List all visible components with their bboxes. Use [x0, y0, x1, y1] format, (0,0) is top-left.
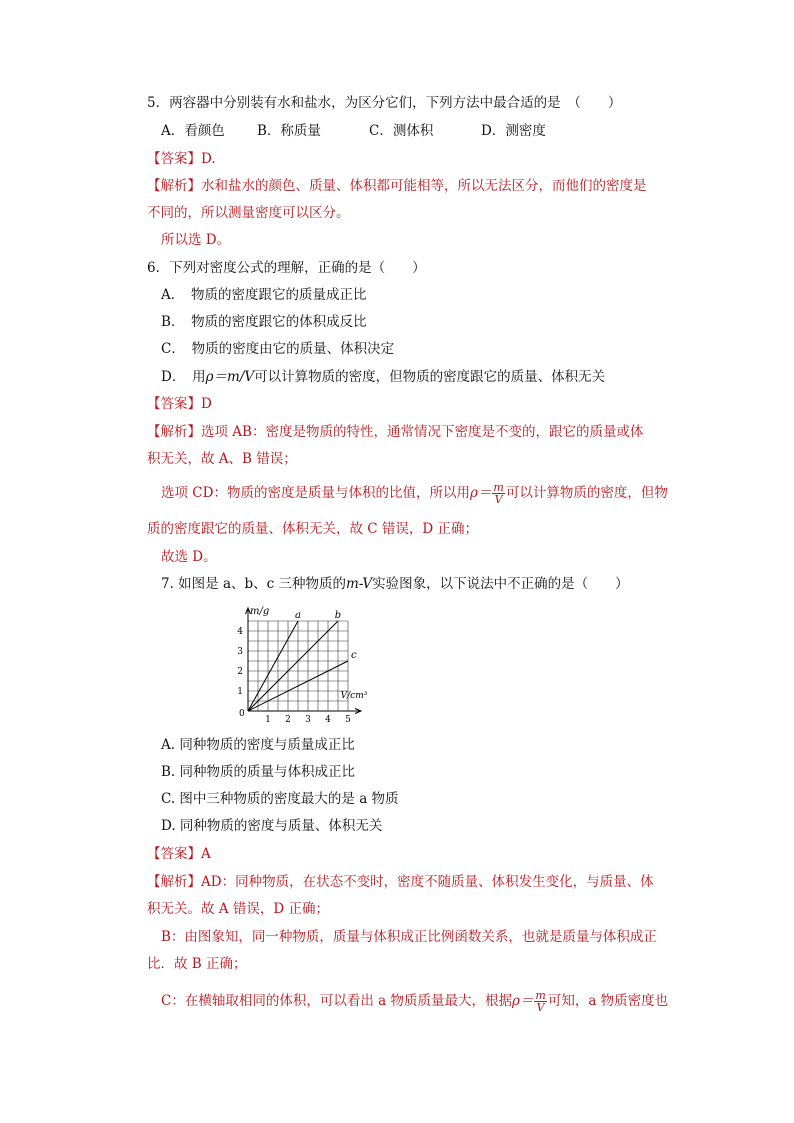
q6-stem: 6．下列对密度公式的理解，正确的是（ ） — [147, 260, 426, 276]
y-tick-label: 1 — [237, 687, 243, 697]
q7-stem-text: 实验图象，以下说法中不正确的是（ ） — [372, 576, 629, 592]
answer-tag: 【答案】 — [147, 846, 201, 862]
density-fraction — [492, 482, 504, 505]
y-tick-label: 2 — [237, 667, 243, 677]
x-tick-label: 2 — [285, 715, 291, 724]
fraction-denominator: V — [494, 493, 503, 506]
q5-conclusion: 所以选 D。 — [161, 232, 231, 248]
q6-option-d-prefix: D． 用 — [161, 369, 206, 385]
x-tick-label: 3 — [305, 715, 311, 724]
y-axis-label: m/g — [250, 606, 270, 617]
origin-label: 0 — [239, 709, 245, 719]
q7-analysis-ad-line2: 积无关。故 A 错误，D 正确； — [147, 901, 329, 917]
x-axis-label: V/cm³ — [340, 691, 368, 701]
analysis-text: 选项 CD：物质的密度是质量与体积的比值，所以用 — [161, 485, 470, 501]
q6-analysis-cd-line2: 质的密度跟它的质量、体积无关，故 C 错误，D 正确； — [147, 521, 479, 537]
rho-symbol: ρ＝ — [469, 485, 492, 501]
q7-answer — [147, 844, 211, 864]
q7-option-d: D. 同种物质的密度与质量、体积无关 — [161, 818, 383, 834]
q6-answer — [147, 394, 212, 414]
analysis-tag: 【解析】 — [147, 874, 201, 890]
answer-value: A — [201, 846, 211, 862]
analysis-tag: 【解析】 — [147, 178, 201, 194]
q6-option-d — [161, 367, 605, 387]
q7-analysis-b-line1: B：由图象知，同一种物质，质量与体积成正比例函数关系，也就是质量与体积成正 — [161, 929, 657, 945]
q7-stem — [161, 574, 629, 594]
q6-option-b: B． 物质的密度跟它的体积成反比 — [161, 314, 367, 330]
density-fraction — [534, 990, 546, 1013]
q5-stem: 5．两容器中分别装有水和盐水，为区分它们，下列方法中最合适的是 （ ） — [147, 95, 622, 111]
chart-tick-labels — [237, 627, 351, 724]
analysis-text: 水和盐水的颜色、质量、体积都可能相等，所以无法区分，而他们的密度是 — [201, 178, 647, 194]
q5-analysis-line1 — [147, 176, 647, 196]
q5-analysis-line2: 不同的，所以测量密度可以区分。 — [147, 205, 350, 221]
answer-value: D. — [201, 151, 216, 167]
q5-option-a: A．看颜色 — [161, 123, 225, 139]
x-tick-label: 4 — [325, 715, 331, 724]
q5-option-c: C．测体积 — [369, 123, 434, 139]
mv-label: m-V — [346, 576, 373, 592]
chart-grid — [248, 621, 348, 711]
q7-analysis-c-line1 — [161, 990, 668, 1013]
q6-analysis-line1 — [147, 422, 643, 442]
fraction-numerator: m — [535, 989, 546, 1002]
q6-option-d-text: 可以计算物质的密度，但物质的密度跟它的质量、体积无关 — [254, 369, 606, 385]
analysis-text: AD：同种物质，在状态不变时，密度不随质量、体积发生变化，与质量、体 — [201, 874, 654, 890]
q6-analysis-cd-line1 — [161, 482, 668, 505]
q6-option-a: A． 物质的密度跟它的质量成正比 — [161, 287, 367, 303]
q6-analysis-line2: 积无关，故 A、B 错误； — [147, 451, 297, 467]
series-label-b: b — [334, 610, 342, 621]
series-label-a: a — [295, 610, 301, 621]
q7-analysis-b-line2: 比．故 B 正确； — [147, 956, 247, 972]
answer-value: D — [201, 396, 212, 412]
y-tick-label: 3 — [237, 647, 243, 657]
analysis-tag: 【解析】 — [147, 424, 201, 440]
q7-option-b: B. 同种物质的质量与体积成正比 — [161, 764, 356, 780]
q5-options — [161, 121, 546, 141]
analysis-text: C：在横轴取相同的体积，可以看出 a 物质质量最大，根据 — [161, 993, 512, 1009]
series-line-b — [248, 621, 338, 711]
q7-stem-text: 7. 如图是 a、b、c 三种物质的 — [161, 576, 347, 592]
q7-analysis-ad-line1 — [147, 872, 654, 892]
density-formula: ρ＝m/V — [205, 369, 255, 385]
rho-symbol: ρ＝ — [511, 993, 534, 1009]
fraction-numerator: m — [493, 481, 504, 494]
answer-tag: 【答案】 — [147, 396, 201, 412]
fraction-denominator: V — [536, 1001, 545, 1014]
y-tick-label: 4 — [237, 627, 243, 637]
answer-tag: 【答案】 — [147, 151, 201, 167]
mv-chart — [228, 600, 378, 724]
q6-conclusion: 故选 D。 — [161, 549, 217, 565]
series-line-a — [248, 621, 298, 711]
analysis-text: 选项 AB：密度是物质的特性，通常情况下密度是不变的，跟它的质量或体 — [201, 424, 644, 440]
series-label-c: c — [351, 650, 357, 661]
x-tick-label: 1 — [265, 715, 271, 724]
analysis-text: 可知，a 物质密度也 — [547, 993, 669, 1009]
q6-option-c: C． 物质的密度由它的质量、体积决定 — [161, 341, 395, 357]
q5-option-b: B．称质量 — [257, 123, 321, 139]
q7-option-a: A. 同种物质的密度与质量成正比 — [161, 737, 355, 753]
q7-option-c: C. 图中三种物质的密度最大的是 a 物质 — [161, 791, 399, 807]
x-tick-label: 5 — [345, 715, 351, 724]
q5-option-d: D．测密度 — [481, 123, 546, 139]
analysis-text: 可以计算物质的密度，但物 — [505, 485, 668, 501]
q5-answer — [147, 149, 216, 169]
